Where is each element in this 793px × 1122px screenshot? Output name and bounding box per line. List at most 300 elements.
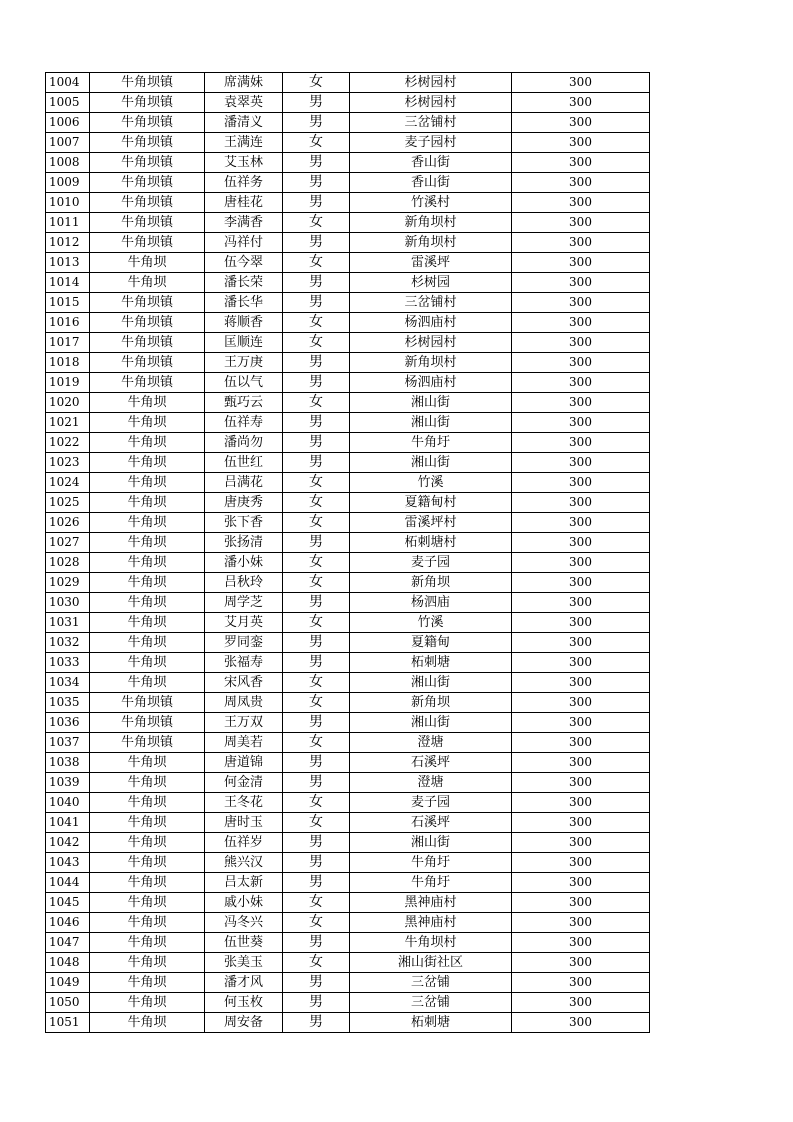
- village-cell: 湘山街: [350, 713, 512, 733]
- table-row: [46, 353, 650, 373]
- row-number-cell: 1040: [46, 793, 90, 813]
- village-cell: 雷溪坪: [350, 253, 512, 273]
- township-cell: 牛角坝镇: [90, 733, 205, 753]
- village-cell: 三岔铺: [350, 973, 512, 993]
- person-name-cell: 张扬清: [205, 533, 283, 553]
- row-number-cell: 1029: [46, 573, 90, 593]
- row-number-cell: 1032: [46, 633, 90, 653]
- person-name-cell: 王冬花: [205, 793, 283, 813]
- table-row: [46, 453, 650, 473]
- amount-cell: 300: [512, 633, 650, 653]
- table-row: [46, 213, 650, 233]
- gender-cell: 男: [283, 373, 350, 393]
- amount-cell: 300: [512, 293, 650, 313]
- township-cell: 牛角坝: [90, 633, 205, 653]
- amount-cell: 300: [512, 673, 650, 693]
- person-name-cell: 吕太新: [205, 873, 283, 893]
- gender-cell: 女: [283, 573, 350, 593]
- gender-cell: 女: [283, 513, 350, 533]
- amount-cell: 300: [512, 653, 650, 673]
- township-cell: 牛角坝镇: [90, 313, 205, 333]
- table-row: [46, 193, 650, 213]
- row-number-cell: 1044: [46, 873, 90, 893]
- gender-cell: 女: [283, 733, 350, 753]
- village-cell: 柘刺塘村: [350, 533, 512, 553]
- table-row: [46, 653, 650, 673]
- row-number-cell: 1012: [46, 233, 90, 253]
- person-name-cell: 熊兴汉: [205, 853, 283, 873]
- row-number-cell: 1050: [46, 993, 90, 1013]
- village-cell: 澄塘: [350, 733, 512, 753]
- table-row: [46, 593, 650, 613]
- table-row: [46, 853, 650, 873]
- gender-cell: 男: [283, 993, 350, 1013]
- table-row: [46, 933, 650, 953]
- village-cell: 新角坝: [350, 693, 512, 713]
- gender-cell: 男: [283, 533, 350, 553]
- table-row: [46, 513, 650, 533]
- gender-cell: 男: [283, 713, 350, 733]
- table-row: [46, 93, 650, 113]
- village-cell: 牛角圩: [350, 433, 512, 453]
- township-cell: 牛角坝: [90, 433, 205, 453]
- amount-cell: 300: [512, 893, 650, 913]
- township-cell: 牛角坝: [90, 573, 205, 593]
- row-number-cell: 1004: [46, 73, 90, 93]
- table-row: [46, 273, 650, 293]
- table-row: [46, 753, 650, 773]
- row-number-cell: 1036: [46, 713, 90, 733]
- gender-cell: 男: [283, 853, 350, 873]
- amount-cell: 300: [512, 1013, 650, 1033]
- person-name-cell: 潘长华: [205, 293, 283, 313]
- person-name-cell: 宋风香: [205, 673, 283, 693]
- gender-cell: 男: [283, 833, 350, 853]
- table-row: [46, 773, 650, 793]
- village-cell: 三岔铺村: [350, 293, 512, 313]
- row-number-cell: 1043: [46, 853, 90, 873]
- township-cell: 牛角坝: [90, 773, 205, 793]
- row-number-cell: 1048: [46, 953, 90, 973]
- person-name-cell: 伍世红: [205, 453, 283, 473]
- gender-cell: 男: [283, 593, 350, 613]
- gender-cell: 女: [283, 393, 350, 413]
- person-name-cell: 伍以气: [205, 373, 283, 393]
- row-number-cell: 1021: [46, 413, 90, 433]
- row-number-cell: 1051: [46, 1013, 90, 1033]
- person-name-cell: 伍祥岁: [205, 833, 283, 853]
- amount-cell: 300: [512, 733, 650, 753]
- table-row: [46, 493, 650, 513]
- village-cell: 麦子园: [350, 793, 512, 813]
- village-cell: 柘刺塘: [350, 653, 512, 673]
- row-number-cell: 1041: [46, 813, 90, 833]
- township-cell: 牛角坝镇: [90, 353, 205, 373]
- person-name-cell: 周学芝: [205, 593, 283, 613]
- person-name-cell: 艾月英: [205, 613, 283, 633]
- row-number-cell: 1011: [46, 213, 90, 233]
- township-cell: 牛角坝镇: [90, 173, 205, 193]
- table-row: [46, 793, 650, 813]
- person-name-cell: 潘小妹: [205, 553, 283, 573]
- township-cell: 牛角坝: [90, 493, 205, 513]
- township-cell: 牛角坝镇: [90, 153, 205, 173]
- table-row: [46, 693, 650, 713]
- row-number-cell: 1038: [46, 753, 90, 773]
- row-number-cell: 1030: [46, 593, 90, 613]
- row-number-cell: 1020: [46, 393, 90, 413]
- gender-cell: 男: [283, 973, 350, 993]
- row-number-cell: 1010: [46, 193, 90, 213]
- gender-cell: 男: [283, 353, 350, 373]
- township-cell: 牛角坝: [90, 813, 205, 833]
- table-row: [46, 713, 650, 733]
- person-name-cell: 唐庚秀: [205, 493, 283, 513]
- table-row: [46, 893, 650, 913]
- row-number-cell: 1031: [46, 613, 90, 633]
- gender-cell: 男: [283, 233, 350, 253]
- amount-cell: 300: [512, 313, 650, 333]
- village-cell: 麦子园村: [350, 133, 512, 153]
- gender-cell: 男: [283, 933, 350, 953]
- amount-cell: 300: [512, 993, 650, 1013]
- amount-cell: 300: [512, 413, 650, 433]
- village-cell: 竹溪村: [350, 193, 512, 213]
- row-number-cell: 1047: [46, 933, 90, 953]
- person-name-cell: 唐时玉: [205, 813, 283, 833]
- village-cell: 杉树园村: [350, 333, 512, 353]
- amount-cell: 300: [512, 153, 650, 173]
- gender-cell: 男: [283, 153, 350, 173]
- row-number-cell: 1037: [46, 733, 90, 753]
- table-row: [46, 1013, 650, 1033]
- roster-table-body: [46, 73, 650, 1033]
- village-cell: 新角坝村: [350, 353, 512, 373]
- gender-cell: 女: [283, 213, 350, 233]
- gender-cell: 女: [283, 333, 350, 353]
- table-row: [46, 953, 650, 973]
- gender-cell: 男: [283, 273, 350, 293]
- township-cell: 牛角坝: [90, 853, 205, 873]
- person-name-cell: 伍世葵: [205, 933, 283, 953]
- person-name-cell: 张福寿: [205, 653, 283, 673]
- amount-cell: 300: [512, 373, 650, 393]
- gender-cell: 男: [283, 193, 350, 213]
- gender-cell: 女: [283, 133, 350, 153]
- table-row: [46, 673, 650, 693]
- person-name-cell: 席满妹: [205, 73, 283, 93]
- township-cell: 牛角坝: [90, 453, 205, 473]
- village-cell: 香山街: [350, 173, 512, 193]
- township-cell: 牛角坝镇: [90, 73, 205, 93]
- table-row: [46, 553, 650, 573]
- person-name-cell: 潘尚勿: [205, 433, 283, 453]
- amount-cell: 300: [512, 773, 650, 793]
- row-number-cell: 1019: [46, 373, 90, 393]
- person-name-cell: 唐道锦: [205, 753, 283, 773]
- village-cell: 澄塘: [350, 773, 512, 793]
- table-row: [46, 333, 650, 353]
- township-cell: 牛角坝: [90, 873, 205, 893]
- amount-cell: 300: [512, 73, 650, 93]
- amount-cell: 300: [512, 853, 650, 873]
- person-name-cell: 何玉枚: [205, 993, 283, 1013]
- row-number-cell: 1039: [46, 773, 90, 793]
- village-cell: 杨泗庙村: [350, 313, 512, 333]
- gender-cell: 女: [283, 793, 350, 813]
- village-cell: 杉树园村: [350, 93, 512, 113]
- row-number-cell: 1025: [46, 493, 90, 513]
- amount-cell: 300: [512, 233, 650, 253]
- village-cell: 石溪坪: [350, 813, 512, 833]
- township-cell: 牛角坝: [90, 553, 205, 573]
- person-name-cell: 袁翠英: [205, 93, 283, 113]
- gender-cell: 男: [283, 1013, 350, 1033]
- roster-table: [45, 72, 650, 1033]
- person-name-cell: 伍祥寿: [205, 413, 283, 433]
- village-cell: 麦子园: [350, 553, 512, 573]
- person-name-cell: 周安备: [205, 1013, 283, 1033]
- township-cell: 牛角坝: [90, 253, 205, 273]
- table-row: [46, 133, 650, 153]
- amount-cell: 300: [512, 453, 650, 473]
- amount-cell: 300: [512, 933, 650, 953]
- amount-cell: 300: [512, 793, 650, 813]
- township-cell: 牛角坝镇: [90, 333, 205, 353]
- amount-cell: 300: [512, 913, 650, 933]
- township-cell: 牛角坝: [90, 533, 205, 553]
- table-row: [46, 153, 650, 173]
- gender-cell: 男: [283, 93, 350, 113]
- person-name-cell: 伍祥务: [205, 173, 283, 193]
- gender-cell: 女: [283, 73, 350, 93]
- amount-cell: 300: [512, 253, 650, 273]
- amount-cell: 300: [512, 613, 650, 633]
- table-row: [46, 733, 650, 753]
- village-cell: 竹溪: [350, 473, 512, 493]
- village-cell: 夏籍甸: [350, 633, 512, 653]
- township-cell: 牛角坝: [90, 613, 205, 633]
- amount-cell: 300: [512, 593, 650, 613]
- table-row: [46, 313, 650, 333]
- table-row: [46, 533, 650, 553]
- township-cell: 牛角坝: [90, 933, 205, 953]
- table-row: [46, 173, 650, 193]
- village-cell: 柘刺塘: [350, 1013, 512, 1033]
- amount-cell: 300: [512, 553, 650, 573]
- township-cell: 牛角坝: [90, 473, 205, 493]
- table-row: [46, 633, 650, 653]
- person-name-cell: 周美若: [205, 733, 283, 753]
- gender-cell: 女: [283, 813, 350, 833]
- table-row: [46, 993, 650, 1013]
- person-name-cell: 王万双: [205, 713, 283, 733]
- gender-cell: 男: [283, 753, 350, 773]
- amount-cell: 300: [512, 713, 650, 733]
- table-row: [46, 253, 650, 273]
- village-cell: 夏籍甸村: [350, 493, 512, 513]
- gender-cell: 男: [283, 413, 350, 433]
- village-cell: 湘山街: [350, 393, 512, 413]
- amount-cell: 300: [512, 953, 650, 973]
- person-name-cell: 伍今翠: [205, 253, 283, 273]
- amount-cell: 300: [512, 173, 650, 193]
- village-cell: 竹溪: [350, 613, 512, 633]
- gender-cell: 男: [283, 633, 350, 653]
- row-number-cell: 1026: [46, 513, 90, 533]
- township-cell: 牛角坝: [90, 1013, 205, 1033]
- gender-cell: 女: [283, 693, 350, 713]
- village-cell: 湘山街: [350, 413, 512, 433]
- township-cell: 牛角坝: [90, 893, 205, 913]
- township-cell: 牛角坝镇: [90, 213, 205, 233]
- table-row: [46, 613, 650, 633]
- person-name-cell: 匡顺连: [205, 333, 283, 353]
- amount-cell: 300: [512, 833, 650, 853]
- row-number-cell: 1045: [46, 893, 90, 913]
- amount-cell: 300: [512, 873, 650, 893]
- row-number-cell: 1046: [46, 913, 90, 933]
- township-cell: 牛角坝: [90, 593, 205, 613]
- amount-cell: 300: [512, 533, 650, 553]
- amount-cell: 300: [512, 473, 650, 493]
- person-name-cell: 冯祥付: [205, 233, 283, 253]
- township-cell: 牛角坝: [90, 653, 205, 673]
- person-name-cell: 周凤贵: [205, 693, 283, 713]
- amount-cell: 300: [512, 973, 650, 993]
- gender-cell: 男: [283, 453, 350, 473]
- table-row: [46, 833, 650, 853]
- township-cell: 牛角坝: [90, 513, 205, 533]
- person-name-cell: 吕秋玲: [205, 573, 283, 593]
- amount-cell: 300: [512, 573, 650, 593]
- row-number-cell: 1009: [46, 173, 90, 193]
- person-name-cell: 张下香: [205, 513, 283, 533]
- gender-cell: 女: [283, 553, 350, 573]
- gender-cell: 男: [283, 293, 350, 313]
- township-cell: 牛角坝镇: [90, 373, 205, 393]
- table-row: [46, 913, 650, 933]
- village-cell: 新角坝: [350, 573, 512, 593]
- table-row: [46, 433, 650, 453]
- village-cell: 雷溪坪村: [350, 513, 512, 533]
- township-cell: 牛角坝: [90, 753, 205, 773]
- township-cell: 牛角坝镇: [90, 233, 205, 253]
- village-cell: 杉树园: [350, 273, 512, 293]
- row-number-cell: 1034: [46, 673, 90, 693]
- village-cell: 牛角圩: [350, 873, 512, 893]
- village-cell: 杨泗庙: [350, 593, 512, 613]
- row-number-cell: 1013: [46, 253, 90, 273]
- township-cell: 牛角坝镇: [90, 113, 205, 133]
- table-row: [46, 293, 650, 313]
- village-cell: 黑神庙村: [350, 913, 512, 933]
- gender-cell: 女: [283, 613, 350, 633]
- person-name-cell: 甄巧云: [205, 393, 283, 413]
- row-number-cell: 1035: [46, 693, 90, 713]
- amount-cell: 300: [512, 693, 650, 713]
- amount-cell: 300: [512, 813, 650, 833]
- row-number-cell: 1015: [46, 293, 90, 313]
- village-cell: 湘山街: [350, 673, 512, 693]
- gender-cell: 女: [283, 253, 350, 273]
- township-cell: 牛角坝: [90, 953, 205, 973]
- amount-cell: 300: [512, 433, 650, 453]
- township-cell: 牛角坝镇: [90, 93, 205, 113]
- table-row: [46, 873, 650, 893]
- village-cell: 杉树园村: [350, 73, 512, 93]
- row-number-cell: 1028: [46, 553, 90, 573]
- row-number-cell: 1014: [46, 273, 90, 293]
- village-cell: 新角坝村: [350, 213, 512, 233]
- row-number-cell: 1017: [46, 333, 90, 353]
- village-cell: 黑神庙村: [350, 893, 512, 913]
- person-name-cell: 冯冬兴: [205, 913, 283, 933]
- person-name-cell: 艾玉林: [205, 153, 283, 173]
- table-row: [46, 73, 650, 93]
- village-cell: 湘山街: [350, 453, 512, 473]
- gender-cell: 男: [283, 873, 350, 893]
- row-number-cell: 1007: [46, 133, 90, 153]
- gender-cell: 女: [283, 313, 350, 333]
- person-name-cell: 唐桂花: [205, 193, 283, 213]
- village-cell: 新角坝村: [350, 233, 512, 253]
- person-name-cell: 吕满花: [205, 473, 283, 493]
- person-name-cell: 李满香: [205, 213, 283, 233]
- amount-cell: 300: [512, 753, 650, 773]
- person-name-cell: 潘才风: [205, 973, 283, 993]
- table-row: [46, 813, 650, 833]
- gender-cell: 男: [283, 433, 350, 453]
- township-cell: 牛角坝镇: [90, 133, 205, 153]
- amount-cell: 300: [512, 393, 650, 413]
- row-number-cell: 1042: [46, 833, 90, 853]
- gender-cell: 女: [283, 893, 350, 913]
- table-row: [46, 573, 650, 593]
- amount-cell: 300: [512, 333, 650, 353]
- township-cell: 牛角坝: [90, 393, 205, 413]
- gender-cell: 女: [283, 473, 350, 493]
- gender-cell: 女: [283, 493, 350, 513]
- amount-cell: 300: [512, 273, 650, 293]
- amount-cell: 300: [512, 93, 650, 113]
- village-cell: 三岔铺村: [350, 113, 512, 133]
- amount-cell: 300: [512, 193, 650, 213]
- amount-cell: 300: [512, 113, 650, 133]
- township-cell: 牛角坝: [90, 413, 205, 433]
- township-cell: 牛角坝: [90, 913, 205, 933]
- village-cell: 杨泗庙村: [350, 373, 512, 393]
- table-row: [46, 473, 650, 493]
- township-cell: 牛角坝: [90, 833, 205, 853]
- township-cell: 牛角坝镇: [90, 293, 205, 313]
- village-cell: 牛角圩: [350, 853, 512, 873]
- village-cell: 香山街: [350, 153, 512, 173]
- table-row: [46, 233, 650, 253]
- table-row: [46, 413, 650, 433]
- township-cell: 牛角坝: [90, 673, 205, 693]
- person-name-cell: 王万庚: [205, 353, 283, 373]
- person-name-cell: 潘长荣: [205, 273, 283, 293]
- gender-cell: 男: [283, 113, 350, 133]
- table-row: [46, 393, 650, 413]
- table-row: [46, 973, 650, 993]
- township-cell: 牛角坝镇: [90, 193, 205, 213]
- person-name-cell: 张美玉: [205, 953, 283, 973]
- row-number-cell: 1027: [46, 533, 90, 553]
- row-number-cell: 1018: [46, 353, 90, 373]
- person-name-cell: 潘清义: [205, 113, 283, 133]
